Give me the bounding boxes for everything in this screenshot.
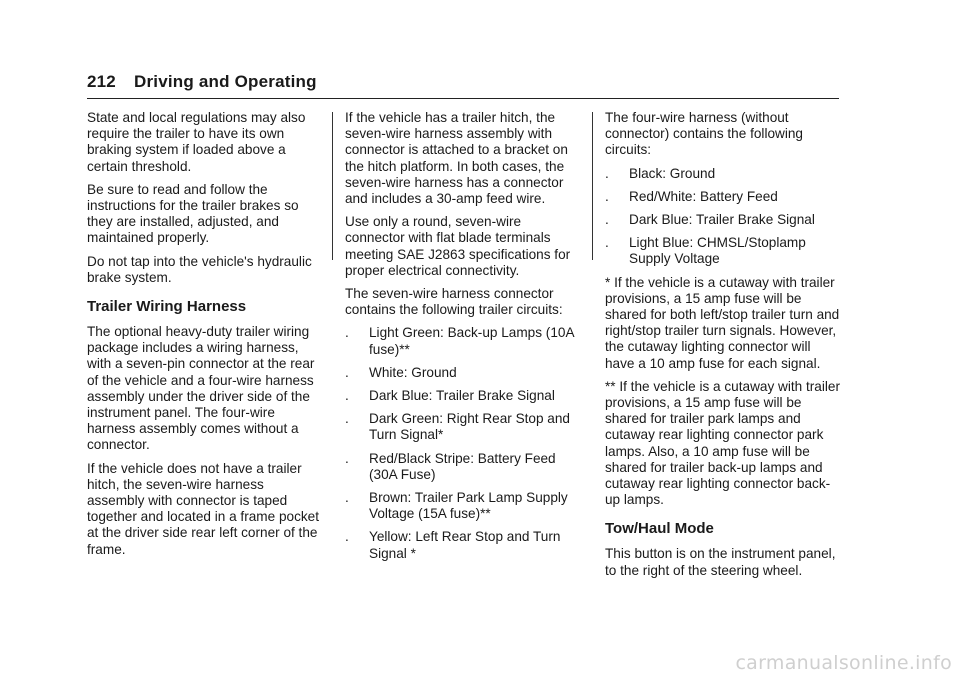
list-item	[345, 365, 581, 381]
column-divider	[592, 112, 593, 260]
bullet-marker: .	[605, 188, 609, 204]
watermark-text: carmanualsonline.info	[735, 652, 952, 674]
bullet-marker: .	[345, 450, 349, 466]
list-item-text: Dark Green: Right Rear Stop and Turn Signal*	[369, 411, 570, 443]
section-title: Driving and Operating	[134, 72, 317, 91]
list-item	[345, 529, 581, 561]
bullet-marker: .	[345, 490, 349, 506]
list-item	[605, 189, 841, 205]
paragraph: Use only a round, seven-wire connector with flat blade terminals meeting SAE J2863 specifications for proper electrical connectivity.	[345, 214, 571, 278]
footnote: * If the vehicle is a cutaway with trailer provisions, a 15 amp fuse will be shared for both left/stop trailer turn and right/stop trailer turn signals. However, the cutaway lighting connector will have a 10 amp fuse for each signal.	[605, 274, 840, 371]
list-item	[605, 212, 841, 228]
paragraph: Do not tap into the vehicle's hydraulic brake system.	[87, 253, 312, 285]
paragraph: This button is on the instrument panel, to the right of the steering wheel.	[605, 546, 836, 578]
list-item	[345, 490, 581, 522]
list-item	[345, 325, 581, 357]
list-item-text: Dark Blue: Trailer Brake Signal	[629, 212, 815, 228]
column-3	[605, 110, 841, 586]
page-header	[87, 70, 839, 99]
bullet-marker: .	[345, 529, 349, 545]
bullet-marker: .	[605, 235, 609, 251]
bullet-marker: .	[605, 165, 609, 181]
list-item-text: Black: Ground	[629, 165, 716, 181]
list-item-text: Brown: Trailer Park Lamp Supply Voltage (15A fuse)**	[369, 490, 568, 522]
heading-trailer-wiring-harness: Trailer Wiring Harness	[87, 298, 247, 316]
heading-tow-haul-mode: Tow/Haul Mode	[605, 520, 714, 538]
list-item-text: Dark Blue: Trailer Brake Signal	[369, 388, 555, 404]
list-item	[605, 235, 841, 267]
bullet-marker: .	[345, 364, 349, 380]
list-item-text: Red/White: Battery Feed	[629, 188, 778, 204]
column-1	[87, 110, 323, 565]
list-item-text: Light Blue: CHMSL/Stoplamp Supply Voltage	[629, 235, 806, 267]
paragraph: If the vehicle has a trailer hitch, the seven-wire harness assembly with connector is attached to a bracket on the hitch platform. In both cases, the seven-wire harness has a connector and includes a 30-amp feed wire.	[345, 110, 568, 207]
list-item	[345, 451, 581, 483]
bullet-marker: .	[345, 388, 349, 404]
footnote: ** If the vehicle is a cutaway with trailer provisions, a 15 amp fuse will be shared for trailer park lamps and cutaway rear lighting connector park lamps. Also, a 10 amp fuse will be shared for trailer back-up lamps and cutaway rear lighting connector back-up lamps.	[605, 378, 840, 508]
list-item	[345, 411, 581, 443]
list-item-text: Yellow: Left Rear Stop and Turn Signal *	[369, 529, 561, 561]
column-divider	[332, 112, 333, 260]
list-item-text: Light Green: Back-up Lamps (10A fuse)**	[369, 325, 574, 357]
paragraph: The seven-wire harness connector contains the following trailer circuits:	[345, 286, 563, 318]
paragraph: The optional heavy-duty trailer wiring package includes a wiring harness, with a seven-pin connector at the rear of the vehicle and a four-wire harness assembly under the driver side of the instrument panel. The four-wire harness assembly comes without a connector.	[87, 324, 315, 453]
paragraph: The four-wire harness (without connector) contains the following circuits:	[605, 110, 803, 158]
bullet-marker: .	[345, 325, 349, 341]
paragraph: Be sure to read and follow the instructions for the trailer brakes so they are installed, adjusted, and maintained properly.	[87, 181, 299, 246]
bullet-marker: .	[345, 411, 349, 427]
page-number: 212	[87, 72, 116, 91]
paragraph: If the vehicle does not have a trailer hitch, the seven-wire harness assembly with connector is taped together and located in a frame pocket at the driver side rear left corner of the frame.	[87, 460, 319, 557]
list-item-text: White: Ground	[369, 364, 457, 380]
list-item	[605, 166, 841, 182]
list-item-text: Red/Black Stripe: Battery Feed (30A Fuse)	[369, 450, 556, 482]
column-2	[345, 110, 581, 569]
paragraph: State and local regulations may also require the trailer to have its own braking system if loaded above a certain threshold.	[87, 110, 306, 174]
list-item	[345, 388, 581, 404]
bullet-marker: .	[605, 212, 609, 228]
